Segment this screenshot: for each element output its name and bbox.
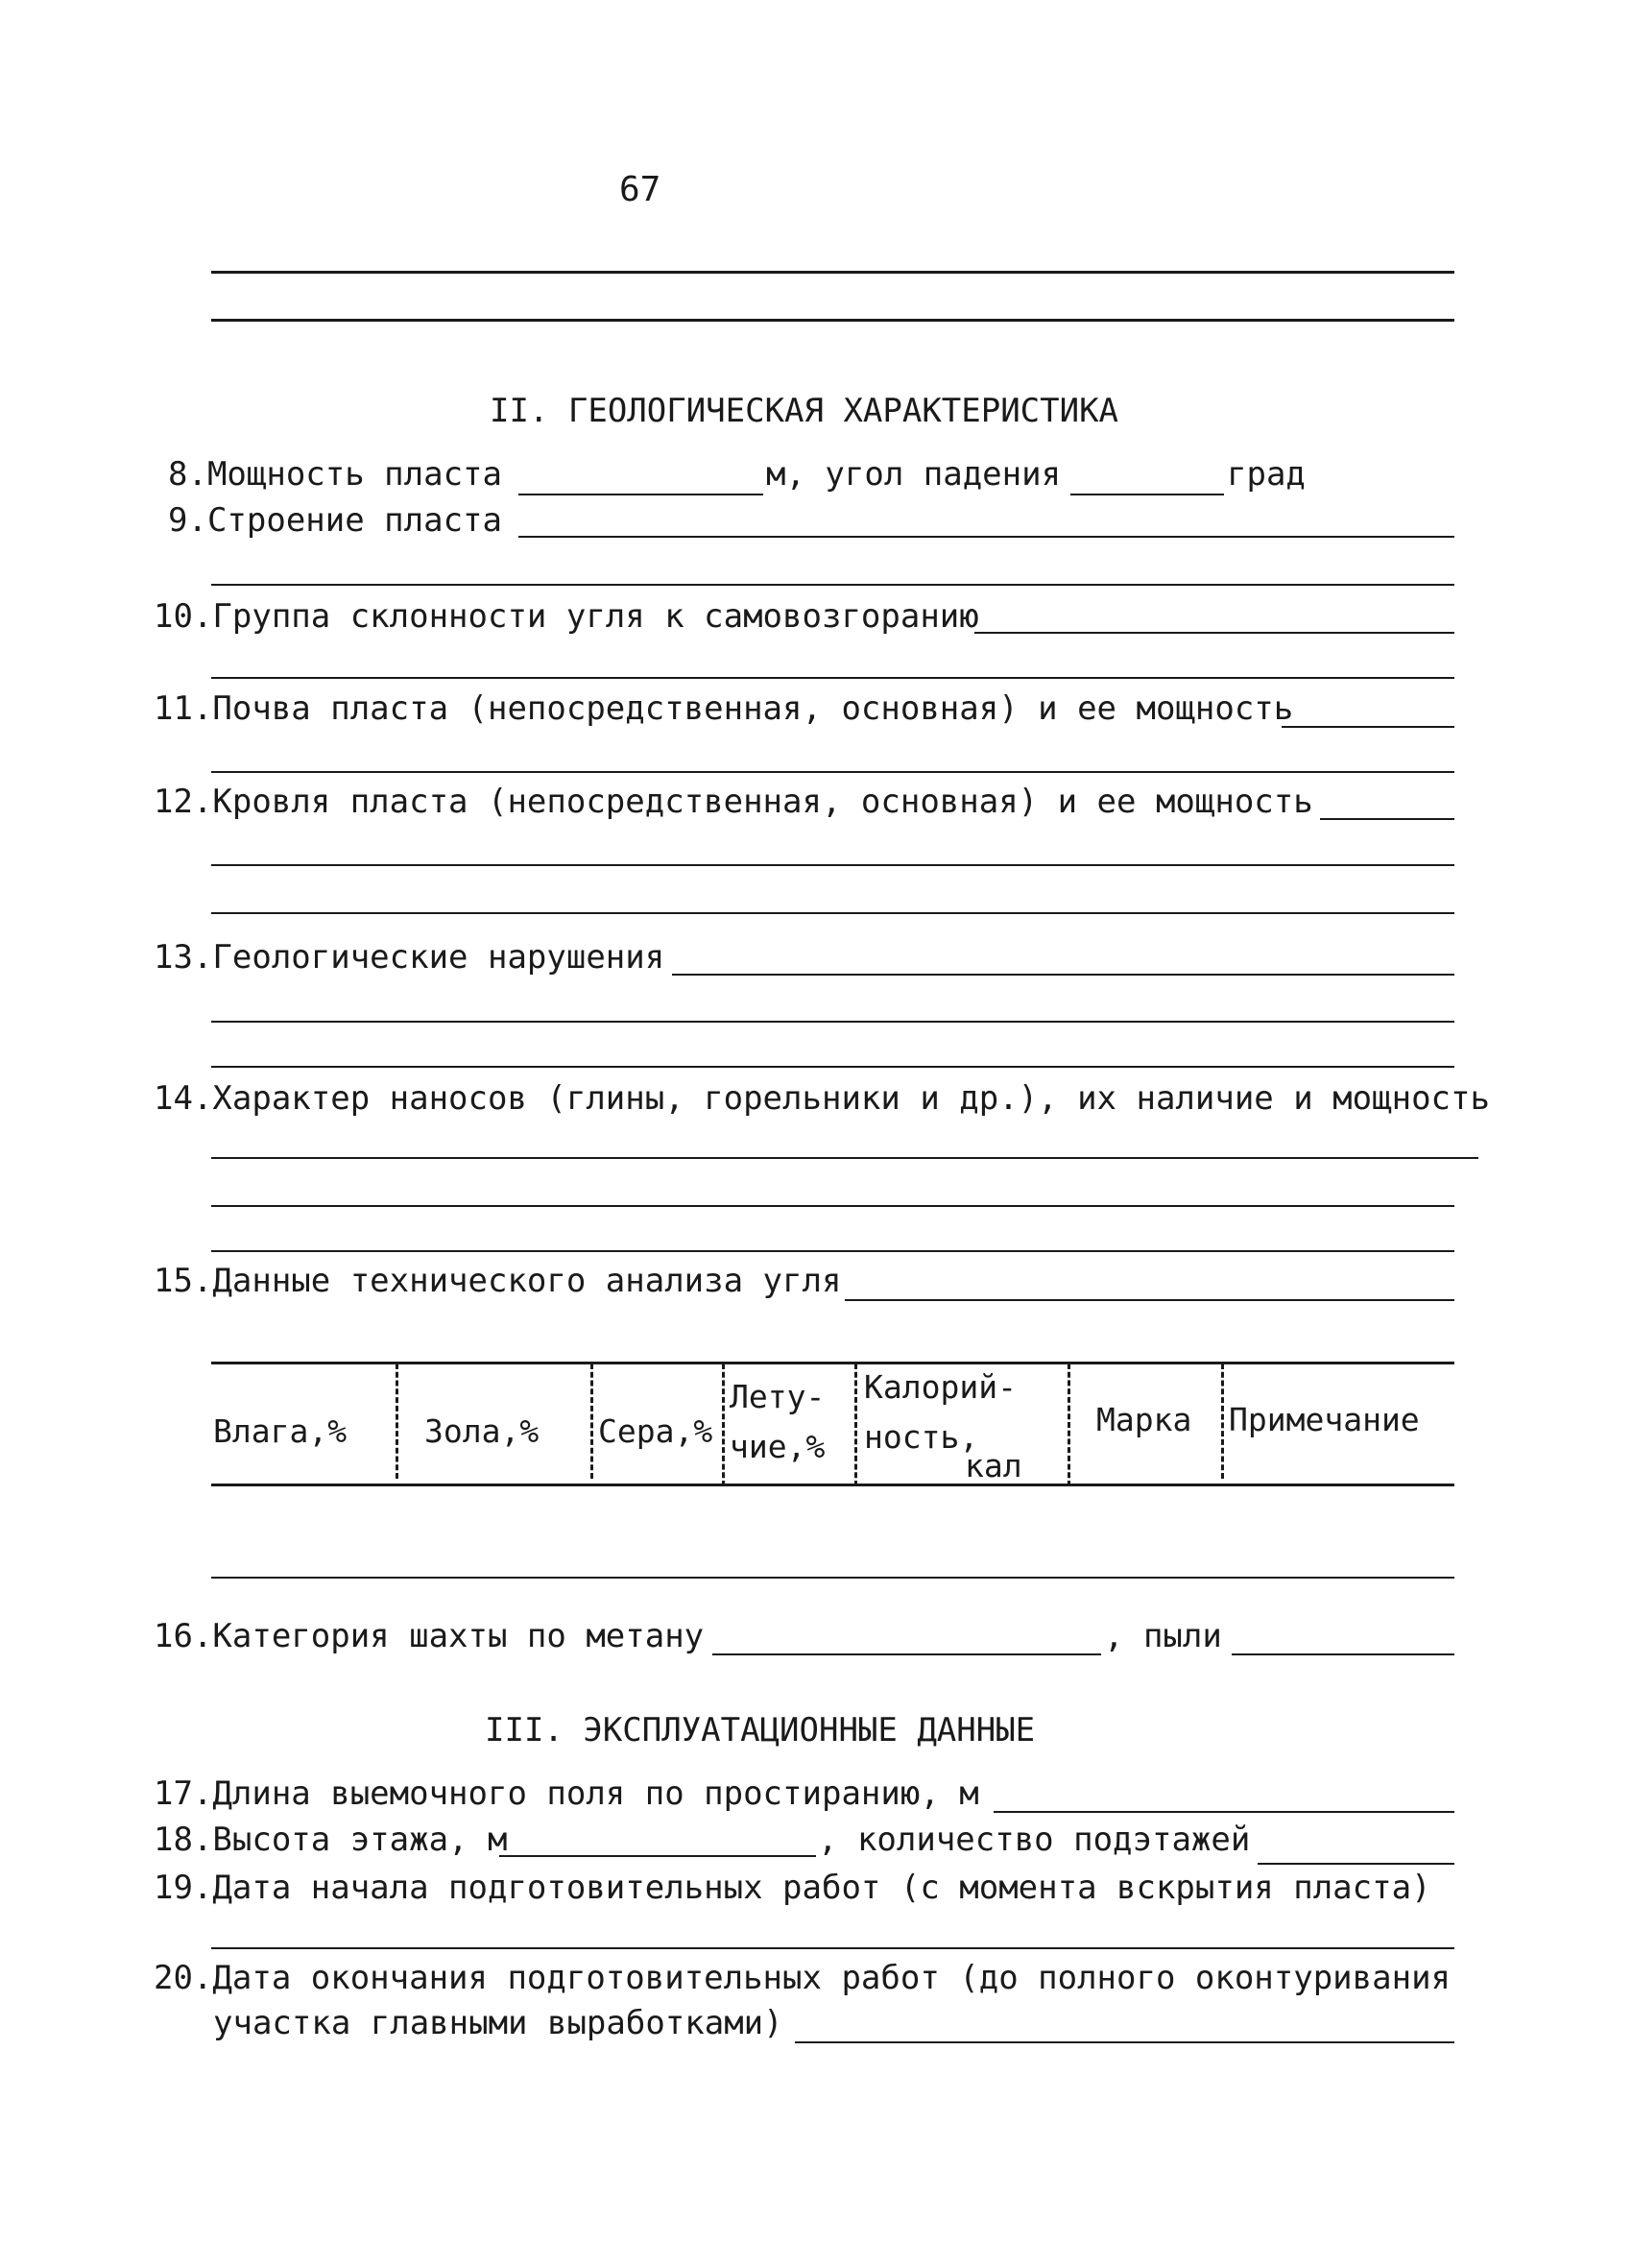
section-title-operation: III. ЭКСПЛУАТАЦИОННЫЕ ДАННЫЕ	[485, 1711, 1036, 1749]
item-12-label: 12.Кровля пласта (непосредственная, основная) и ее мощность	[154, 783, 1313, 821]
item-8-unit: град	[1227, 455, 1306, 494]
seam-thickness-field[interactable]	[518, 494, 763, 495]
prep-start-date-field[interactable]	[211, 1947, 1454, 1949]
header-rule-2	[211, 319, 1454, 322]
overburden-field-1[interactable]	[211, 1157, 1478, 1159]
item-18-label: 18.Высота этажа, м	[154, 1821, 508, 1859]
combustion-group-field-2[interactable]	[211, 677, 1454, 679]
item-10-label: 10.Группа склонности угля к самовозгоранию	[154, 597, 979, 636]
table-header-calorific-1: Калорий-	[864, 1368, 1017, 1406]
table-header-grade: Марка	[1096, 1401, 1192, 1438]
table-bottom-rule	[211, 1484, 1454, 1486]
item-15-label: 15.Данные технического анализа угля	[154, 1262, 842, 1300]
item-11-label: 11.Почва пласта (непосредственная, основная) и ее мощность	[154, 689, 1294, 728]
item-8-label: 8.Мощность пласта	[168, 455, 502, 494]
table-divider-1	[396, 1363, 398, 1479]
item-20-label-line1: 20.Дата окончания подготовительных работ (до полного оконтуривания	[154, 1959, 1452, 1997]
geological-faults-field[interactable]	[672, 974, 1454, 976]
dust-category-field[interactable]	[1232, 1653, 1454, 1655]
item-16-dust-label: , пыли	[1104, 1617, 1222, 1655]
overburden-field-3[interactable]	[211, 1250, 1454, 1252]
seam-floor-field[interactable]	[1282, 726, 1454, 728]
dip-angle-field[interactable]	[1070, 494, 1224, 495]
item-9-label: 9.Строение пласта	[168, 501, 502, 540]
item-17-label: 17.Длина выемочного поля по простиранию, м	[154, 1774, 979, 1813]
table-header-calorific-2: ность,	[864, 1418, 979, 1456]
geological-faults-field-2[interactable]	[211, 1021, 1454, 1023]
item-19-label: 19.Дата начала подготовительных работ (с момента вскрытия пласта)	[154, 1869, 1431, 1907]
item-13-label: 13.Геологические нарушения	[154, 938, 665, 977]
item-14-label: 14.Характер наносов (глины, горельники и др.), их наличие и мощность	[154, 1079, 1490, 1118]
table-header-volatile-1: Лету-	[730, 1378, 826, 1415]
item-8-mid: м, угол падения	[766, 455, 1062, 494]
seam-floor-field-2[interactable]	[211, 771, 1454, 773]
table-header-note: Примечание	[1229, 1401, 1420, 1438]
table-divider-2	[590, 1363, 593, 1479]
table-header-sulfur: Сера,%	[598, 1412, 713, 1450]
item-20-label-line2: участка главными выработками)	[213, 2004, 783, 2042]
header-rule-1	[211, 271, 1454, 274]
table-divider-3	[722, 1363, 725, 1486]
seam-roof-field-2[interactable]	[211, 864, 1454, 866]
section-title-geology: II. ГЕОЛОГИЧЕСКАЯ ХАРАКТЕРИСТИКА	[490, 392, 1119, 430]
table-divider-5	[1068, 1363, 1070, 1486]
combustion-group-field[interactable]	[974, 632, 1454, 634]
table-header-calorific-3: кал	[965, 1447, 1022, 1484]
table-divider-6	[1221, 1363, 1224, 1479]
table-divider-4	[854, 1363, 857, 1486]
geological-faults-field-3[interactable]	[211, 1066, 1454, 1068]
seam-roof-field[interactable]	[1320, 818, 1454, 820]
seam-structure-field[interactable]	[518, 536, 1454, 538]
seam-roof-field-3[interactable]	[211, 912, 1454, 914]
methane-category-field[interactable]	[712, 1653, 1101, 1655]
table-header-moisture: Влага,%	[213, 1412, 348, 1450]
prep-end-date-field[interactable]	[795, 2041, 1454, 2043]
sublevels-count-field[interactable]	[1258, 1863, 1454, 1865]
table-value-row[interactable]	[211, 1577, 1454, 1579]
field-length-field[interactable]	[994, 1811, 1454, 1813]
overburden-field-2[interactable]	[211, 1205, 1454, 1207]
item-18-sublevels-label: , количество подэтажей	[818, 1821, 1251, 1859]
table-header-volatile-2: чие,%	[730, 1428, 826, 1465]
page-number: 67	[619, 170, 661, 209]
level-height-field[interactable]	[499, 1855, 816, 1857]
table-header-ash: Зола,%	[424, 1412, 540, 1450]
coal-analysis-field[interactable]	[845, 1299, 1454, 1301]
seam-structure-field-2[interactable]	[211, 584, 1454, 586]
item-16-label: 16.Категория шахты по метану	[154, 1617, 705, 1655]
